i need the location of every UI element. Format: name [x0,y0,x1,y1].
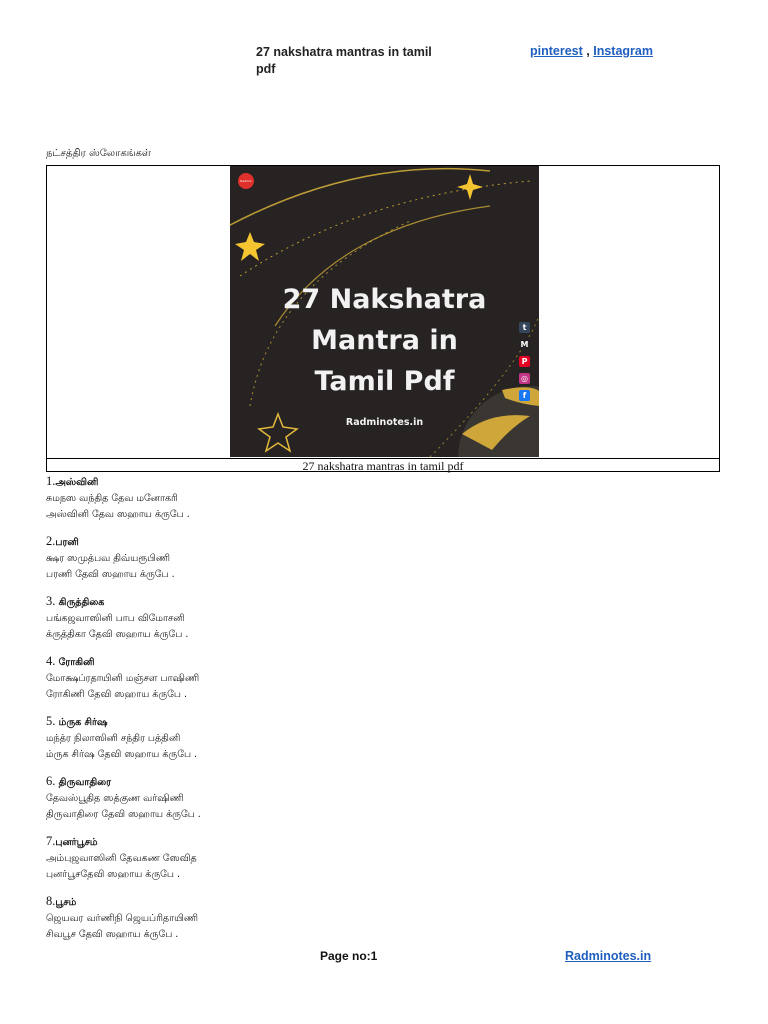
footer-site-link[interactable]: Radminotes.in [565,949,652,963]
verse-line: ரோகிணி தேவி ஸஹாய க்ருபே . [46,689,188,700]
verse-heading [46,473,546,491]
verse-heading [46,893,546,911]
verse-star-name: அஸ்வினி [55,477,99,488]
verse-item [46,473,546,523]
verse-line: ம்ருக சிர்ஷ தேவி ஸஹாய க்ருபே . [46,749,198,760]
verse-item [46,713,546,763]
verse-number: 4. [46,654,56,668]
verse-item [46,773,546,823]
cover-title [230,279,539,402]
pinterest-link[interactable]: pinterest [530,44,583,58]
cover-image [230,166,539,457]
verse-heading [46,713,546,731]
figure-table [46,165,720,472]
cover-title-line: 27 Nakshatra [282,284,487,315]
verse-line: சுமநஸ வந்தித தேவ மனோகரி [46,493,178,504]
verse-star-name: திருவாதிரை [55,777,112,788]
verse-heading [46,593,546,611]
verse-star-name: புனர்பூசம் [55,837,98,848]
verse-item [46,893,546,943]
cover-site-label: Radminotes.in [345,417,424,428]
verse-star-name: ரோகினி [55,657,95,668]
cover-title-line: Mantra in [311,325,458,356]
link-separator: , [582,44,594,58]
verse-star-name: பரனி [55,537,79,548]
verse-number: 7. [46,834,56,848]
radmin-badge: Radmin [238,173,254,189]
figure-caption: 27 nakshatra mantras in tamil pdf [47,458,719,473]
verse-heading [46,773,546,791]
verse-line: அம்புஜவாஸினி தேவகண ஸேவித [46,853,197,864]
verse-line: பரணி தேவி ஸஹாய க்ருபே . [46,569,175,580]
page-number: Page no:1 [320,949,378,963]
verse-line: தேவஸ்பூதித ஸத்குண வர்ஷிணி [46,793,184,804]
verse-line: க்ருத்திகா தேவி ஸஹாய க்ருபே . [46,629,189,640]
verse-line: ஜெயவர வர்ணிநி ஜெயப்ரிதாயிணி [46,913,198,924]
verse-item [46,833,546,883]
verse-item [46,653,546,703]
sparkle-icon [457,174,483,200]
cover-title-line: Tamil Pdf [314,366,455,397]
verse-number: 6. [46,774,56,788]
verse-heading [46,653,546,671]
verse-list [46,473,546,953]
verse-line: மந்த்ர நிலாஸினி சந்திர பத்தினி [46,733,181,744]
cover-social-icons [519,322,533,407]
instagram-link[interactable]: Instagram [593,44,653,58]
instagram-icon: ◎ [519,373,530,384]
verse-number: 5. [46,714,56,728]
verse-star-name: ம்ருக சிர்ஷ [55,717,108,728]
verse-number: 1. [46,474,56,488]
star-icon [235,232,265,261]
social-links [530,44,653,58]
verse-line: சிவபூச தேவி ஸஹாய க்ருபே . [46,929,179,940]
medium-icon: M [520,340,529,349]
pinterest-icon: P [519,356,530,367]
verse-number: 8. [46,894,56,908]
verse-line: க்ஷர ஸமுத்பவ திவ்யரூபிணி [46,553,170,564]
verse-item [46,593,546,643]
page-title: 27 nakshatra mantras in tamil pdf [256,45,432,76]
verse-line: அஸ்வினி தேவ ஸஹாய க்ருபே . [46,509,190,520]
verse-line: புனர்பூசதேவி ஸஹாய க்ருபே . [46,869,181,880]
verse-number: 2. [46,534,56,548]
verse-heading [46,533,546,551]
verse-number: 3. [46,594,56,608]
verse-line: மோக்ஷப்ரதாயினி மஞ்சள பாஷிணி [46,673,200,684]
tumblr-icon: t [519,322,530,333]
verse-line: பங்கஜவாஸினி பாப விமோசனி [46,613,185,624]
section-heading: நட்சத்திர ஸ்லோகங்கள் [46,148,151,159]
verse-heading [46,833,546,851]
verse-line: திருவாதிரை தேவி ஸஹாய க்ருபே . [46,809,201,820]
verse-star-name: பூசம் [55,897,77,908]
facebook-icon: f [519,390,530,401]
verse-item [46,533,546,583]
verse-star-name: கிருத்திகை [55,597,105,608]
